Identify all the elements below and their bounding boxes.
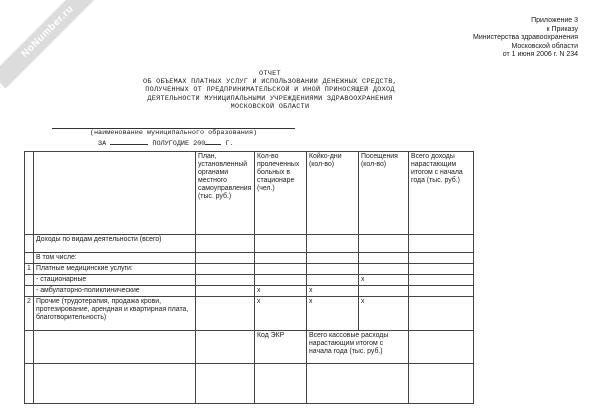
- period-blank[interactable]: [110, 138, 148, 145]
- cell-income[interactable]: [409, 264, 474, 275]
- heading-title: ОТЧЕТ: [259, 70, 281, 78]
- cell-income[interactable]: [409, 297, 474, 331]
- header-visits: Посещения (кол-во): [359, 152, 409, 235]
- row-number: [25, 275, 34, 286]
- cell-plan[interactable]: [196, 275, 255, 286]
- header-income: Всего доходы нарастающим итогом с начала года (тыс. руб.): [409, 152, 474, 235]
- table-row: [25, 297, 474, 331]
- row-number: [25, 235, 34, 253]
- cell-visits[interactable]: x: [359, 297, 409, 331]
- cell-plan[interactable]: [196, 297, 255, 331]
- report-heading: [90, 70, 450, 111]
- cell-ekr-value[interactable]: [255, 364, 307, 404]
- period-middle: ПОЛУГОДИЕ 200: [152, 140, 206, 148]
- cell-patients[interactable]: x: [255, 286, 307, 297]
- footer-ekr: Код ЭКР: [255, 331, 307, 364]
- blank-cell: [25, 364, 34, 404]
- header-plan: План, установленный органами местного самоуправления (тыс. руб.): [196, 152, 255, 235]
- cell-bed-days[interactable]: [307, 253, 359, 264]
- period-prefix: ЗА: [98, 140, 107, 148]
- cell-plan[interactable]: [196, 286, 255, 297]
- table-row: [25, 364, 474, 404]
- footer-value-cell[interactable]: [409, 331, 474, 364]
- blank-cell: [34, 364, 196, 404]
- cell-visits[interactable]: [359, 235, 409, 253]
- cell-bed-days[interactable]: x: [307, 286, 359, 297]
- cell-plan[interactable]: [196, 235, 255, 253]
- annex-line-2: к Приказу: [546, 25, 578, 33]
- cell-patients[interactable]: [255, 264, 307, 275]
- annex-line-1: Приложение 3: [531, 17, 578, 24]
- row-number: 2: [25, 297, 34, 331]
- row-label: - амбулаторно-поликлинические: [34, 286, 196, 297]
- cell-visits[interactable]: [359, 286, 409, 297]
- heading-line-3: ПОЛУЧЕННЫХ ОТ ПРЕДПРИНИМАТЕЛЬСКОЙ И ИНОЙ ПРИНОСЯЩЕЙ ДОХОД: [145, 86, 395, 95]
- cell-patients[interactable]: x: [255, 297, 307, 331]
- table-header-row: [25, 152, 474, 235]
- row-label: Прочие (трудотерапия, продажа крови, протезирование, арендная и квартирная плата, благотворительность): [34, 297, 196, 331]
- cell-plan[interactable]: [196, 253, 255, 264]
- footer-expenses: Всего кассовые расходы нарастающим итогом с начала года (тыс. руб.): [307, 331, 409, 364]
- blank-cell[interactable]: [409, 364, 474, 404]
- period-line: [52, 138, 312, 148]
- row-number: [25, 253, 34, 264]
- annex-line-4: Московской области: [511, 42, 578, 50]
- cell-bed-days[interactable]: [307, 235, 359, 253]
- cell-income[interactable]: [409, 253, 474, 264]
- cell-income[interactable]: [409, 286, 474, 297]
- report-table: [24, 151, 474, 404]
- header-bed-days: Койко-дни (кол-во): [307, 152, 359, 235]
- annex-reference: [398, 17, 578, 60]
- table-row: [25, 275, 474, 286]
- cell-visits[interactable]: [359, 253, 409, 264]
- table-footer-row: [25, 331, 474, 364]
- heading-line-4: ДЕЯТЕЛЬНОСТИ МУНИЦИПАЛЬНЫМИ УЧРЕЖДЕНИЯМИ ЗДРАВООХРАНЕНИЯ: [147, 94, 393, 103]
- header-patients: Кол-во пролеченных больных в стационаре (чел.): [255, 152, 307, 235]
- table-row: [25, 253, 474, 264]
- cell-patients[interactable]: [255, 235, 307, 253]
- header-num-cell: [25, 152, 34, 235]
- table-row: [25, 264, 474, 275]
- row-number: [25, 286, 34, 297]
- cell-bed-days[interactable]: [307, 275, 359, 286]
- blank-cell: [196, 364, 255, 404]
- cell-plan[interactable]: [196, 264, 255, 275]
- row-label: Доходы по видам деятельности (всего): [34, 235, 196, 253]
- period-suffix: Г.: [225, 140, 234, 148]
- cell-patients[interactable]: [255, 275, 307, 286]
- cell-visits[interactable]: [359, 264, 409, 275]
- cell-bed-days[interactable]: [307, 264, 359, 275]
- cell-visits[interactable]: x: [359, 275, 409, 286]
- footer-num-cell: [25, 331, 34, 364]
- annex-line-3: Министерства здравоохранения: [473, 34, 578, 42]
- cell-income[interactable]: [409, 275, 474, 286]
- municipality-caption: (наименование муниципального образования): [89, 129, 258, 137]
- header-label-cell: [34, 152, 196, 235]
- heading-line-2: ОБ ОБЪЕМАХ ПЛАТНЫХ УСЛУГ И ИСПОЛЬЗОВАНИИ ДЕНЕЖНЫХ СРЕДСТВ,: [143, 78, 397, 87]
- row-label: - стационарные: [34, 275, 196, 286]
- cell-income[interactable]: [409, 235, 474, 253]
- annex-line-5: от 1 июня 2006 г. N 234: [502, 51, 578, 59]
- heading-line-5: МОСКОВСКОЙ ОБЛАСТИ: [230, 102, 310, 111]
- footer-label-cell: [34, 331, 196, 364]
- cell-patients[interactable]: [255, 253, 307, 264]
- footer-plan-cell: [196, 331, 255, 364]
- table-row: [25, 286, 474, 297]
- row-label: Платные медицинские услуги:: [34, 264, 196, 275]
- cell-bed-days[interactable]: x: [307, 297, 359, 331]
- year-blank[interactable]: [205, 138, 221, 145]
- row-label: В том числе:: [34, 253, 196, 264]
- table-row: [25, 235, 474, 253]
- row-number: 1: [25, 264, 34, 275]
- cell-expenses-value[interactable]: [307, 364, 409, 404]
- watermark-ribbon: NoNumber.ru: [0, 0, 105, 89]
